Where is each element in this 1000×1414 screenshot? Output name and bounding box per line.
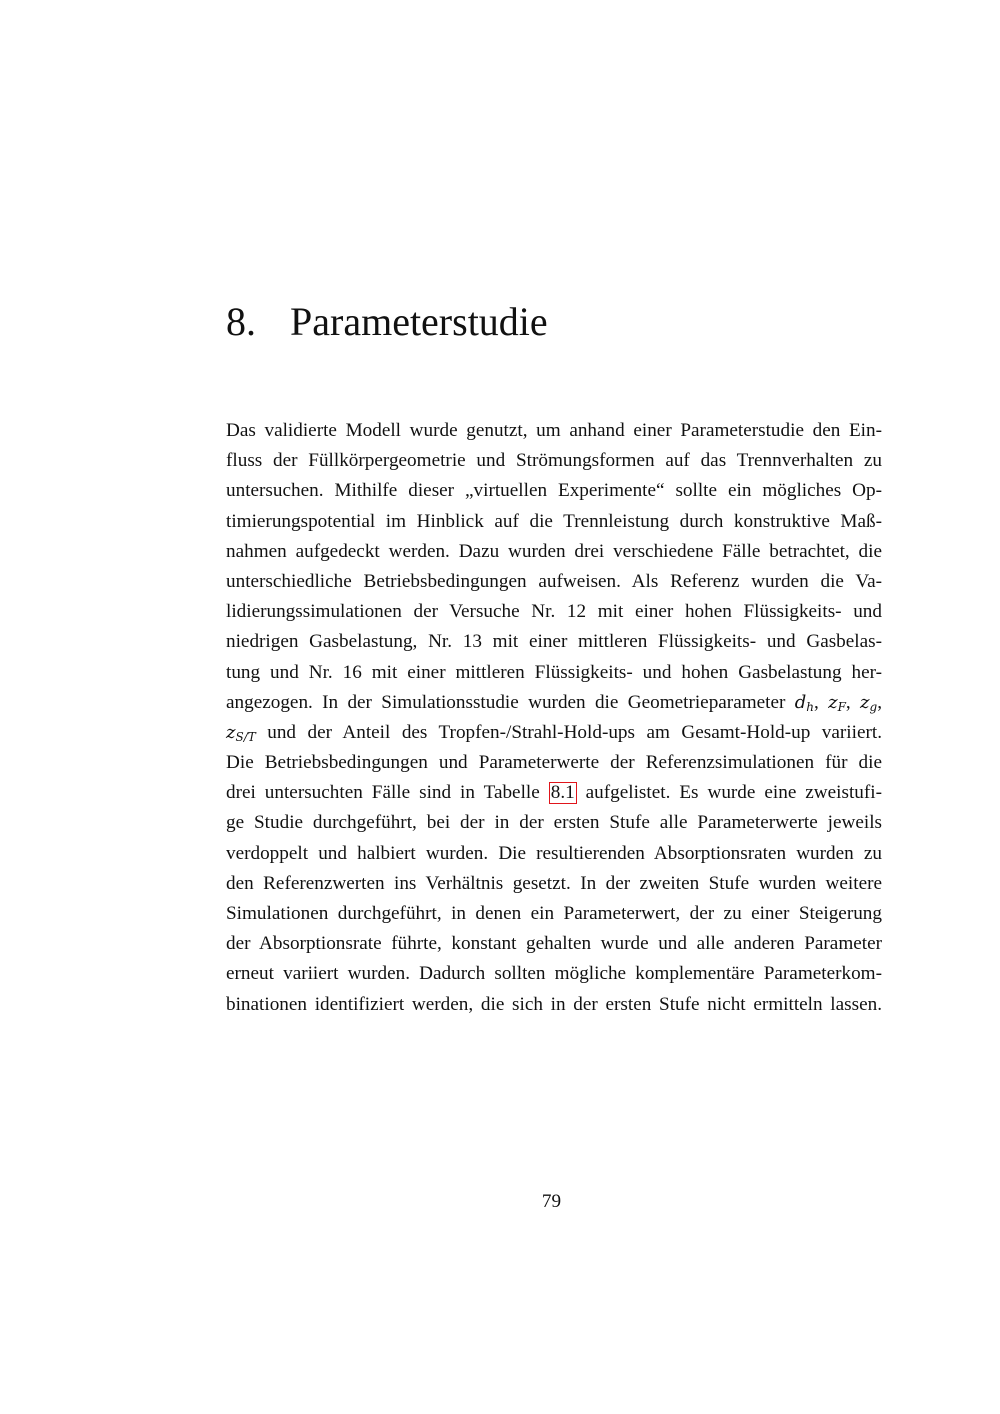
text-line: timierungspotential im Hinblick auf die Trennleistung durch konstruktive Maß- [226, 510, 882, 532]
text-line-with-math: angezogen. In der Simulationsstudie wurden die Geometrieparameter $d_h$, $z_F$, $z_g$, [226, 691, 883, 714]
text-line: ge Studie durchgeführt, bei der in der ersten Stufe alle Parameterwerte jeweils [226, 812, 882, 834]
chapter-title: Parameterstudie [290, 299, 548, 344]
text-line: der Absorptionsrate führte, konstant gehalten wurde und alle anderen Parameter [226, 933, 882, 955]
math-zF: $z_F$ [828, 691, 846, 714]
text-line-with-reference [226, 778, 882, 808]
text-line: fluss der Füllkörpergeometrie und Strömungsformen auf das Trennverhalten zu [226, 450, 882, 472]
chapter-number: 8. [226, 299, 256, 344]
text-line: erneut variiert wurden. Dadurch sollten mögliche komplementäre Parameterkom- [226, 963, 882, 985]
text-segment: angezogen. In der Simulationsstudie wurden die Geometrieparameter [226, 691, 795, 713]
text-line: verdoppelt und halbiert wurden. Die resultierenden Absorptionsraten wurden zu [226, 842, 882, 864]
math-dh: $d_h$ [794, 691, 814, 714]
math-zST: $z_{S/T}$ [226, 721, 256, 744]
body-paragraph [226, 416, 882, 1020]
text-segment: und der Anteil des Tropfen-/Strahl-Hold-ups am Gesamt-Hold-up variiert. [255, 721, 882, 743]
text-line: Simulationen durchgeführt, in denen ein Parameterwert, der zu einer Steigerung [226, 903, 882, 924]
text-line: binationen identifiziert werden, die sich in der ersten Stufe nicht ermitteln lassen. [226, 993, 882, 1015]
text-line-with-math [226, 718, 882, 748]
math-zg: $z_g$ [860, 691, 878, 714]
text-line: unterschiedliche Betriebsbedingungen aufweisen. Als Referenz wurden die Va- [226, 570, 882, 592]
text-line: Das validierte Modell wurde genutzt, um anhand einer Parameterstudie den Ein- [226, 420, 882, 441]
page-number: 79 [541, 1191, 562, 1212]
text-segment: aufgelistet. Es wurde eine zweistufi- [576, 782, 883, 804]
text-line: lidierungssimulationen der Versuche Nr. 12 mit einer hohen Flüssigkeits- und [226, 601, 882, 623]
chapter-heading [226, 296, 548, 348]
text-line: tung und Nr. 16 mit einer mittleren Flüssigkeits- und hohen Gasbelastung her- [226, 661, 882, 683]
table-reference-link[interactable]: 8.1 [550, 782, 575, 804]
text-line: niedrigen Gasbelastung, Nr. 13 mit einer mittleren Flüssigkeits- und Gasbelas- [226, 631, 882, 653]
text-line: nahmen aufgedeckt werden. Dazu wurden drei verschiedene Fälle betrachtet, die [226, 540, 882, 562]
text-line: den Referenzwerten ins Verhältnis gesetzt. In der zweiten Stufe wurden weitere [226, 872, 882, 894]
text-segment: drei untersuchten Fälle sind in Tabelle [226, 782, 549, 804]
text-line: Die Betriebsbedingungen und Parameterwerte der Referenzsimulationen für die [226, 752, 882, 774]
text-line: untersuchen. Mithilfe dieser „virtuellen Experimente“ sollte ein mögliches Op- [226, 480, 882, 502]
